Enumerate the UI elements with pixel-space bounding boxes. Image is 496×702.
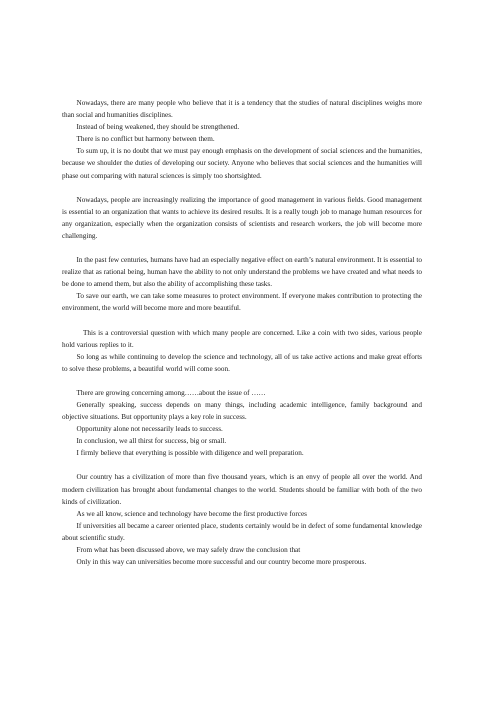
paragraph: From what has been discussed above, we may safely draw the conclusion that <box>76 546 301 554</box>
paragraph: Opportunity alone not necessarily leads to success. <box>76 425 223 434</box>
paragraph: I firmly believe that everything is possible with diligence and well preparation. <box>76 449 304 458</box>
paragraph: If universities all became a career oriented place, students certainly would be in defect of some fundamental knowledge about scientific study. <box>62 521 422 542</box>
paragraph: So long as while continuing to develop the science and technology, all of us take active actions and make great efforts to solve these problems, a beautiful world will come soon. <box>62 352 422 373</box>
paragraph: There are growing concerning among……about the issue of …… <box>76 388 266 397</box>
paragraph: There is no conflict but harmony between them. <box>76 135 215 144</box>
document-body <box>62 97 422 568</box>
paragraph: Instead of being weakened, they should be strengthened. <box>76 123 240 132</box>
section-gap <box>62 375 422 387</box>
paragraph: As we all know, science and technology have become the first productive forces <box>76 509 307 518</box>
paragraph: Only in this way can universities become more successful and our country become more prosperous. <box>76 558 367 567</box>
paragraph: In conclusion, we all thirst for success, big or small. <box>76 437 227 446</box>
paragraph: Our country has a civilization of more than five thousand years, which is an envy of people all over the world. And modern civilization has brought about fundamental changes to the world. Students should be familiar with both of the two kinds of civilization. <box>62 473 422 506</box>
section-gap <box>62 459 422 471</box>
paragraph: To sum up, it is no doubt that we must pay enough emphasis on the development of social sciences and the humanities, because we shoulder the duties of developing our society. Anyone who believes that social sciences and the humanities will phase out comparing with natural sciences is simply too shortsighted. <box>62 147 422 180</box>
paragraph: Generally speaking, success depends on many things, including academic intelligence, family background and objective situations. But opportunity plays a key role in success. <box>62 400 422 422</box>
paragraph: To save our earth, we can take some measures to protect environment. If everyone makes contribution to protecting the environment, the world will become more and more beautiful. <box>62 292 422 313</box>
section-gap <box>62 242 422 254</box>
paragraph: Nowadays, people are increasingly realizing the importance of good management in various fields. Good management is essential to an organization that wants to achieve its desired results. It is a really tough job to manage human resources for any organization, especially when the organization consists of scientists and research workers, the job will become more challenging. <box>62 195 422 240</box>
paragraph: This is a controversial question with which many people are concerned. Like a coin with two sides, various people hold various replies to it. <box>62 328 422 349</box>
section-gap <box>62 182 422 194</box>
paragraph: Nowadays, there are many people who believe that it is a tendency that the studies of natural disciplines weighs more than social and humanities disciplines. <box>62 99 422 120</box>
section-gap <box>62 315 422 327</box>
paragraph: In the past few centuries, humans have had an especially negative effect on earth’s natural environment. It is essential to realize that as rational being, human have the ability to not only understand the problems we have created and what needs to be done to amend them, but also the ability of accomplishing these tasks. <box>62 256 422 289</box>
